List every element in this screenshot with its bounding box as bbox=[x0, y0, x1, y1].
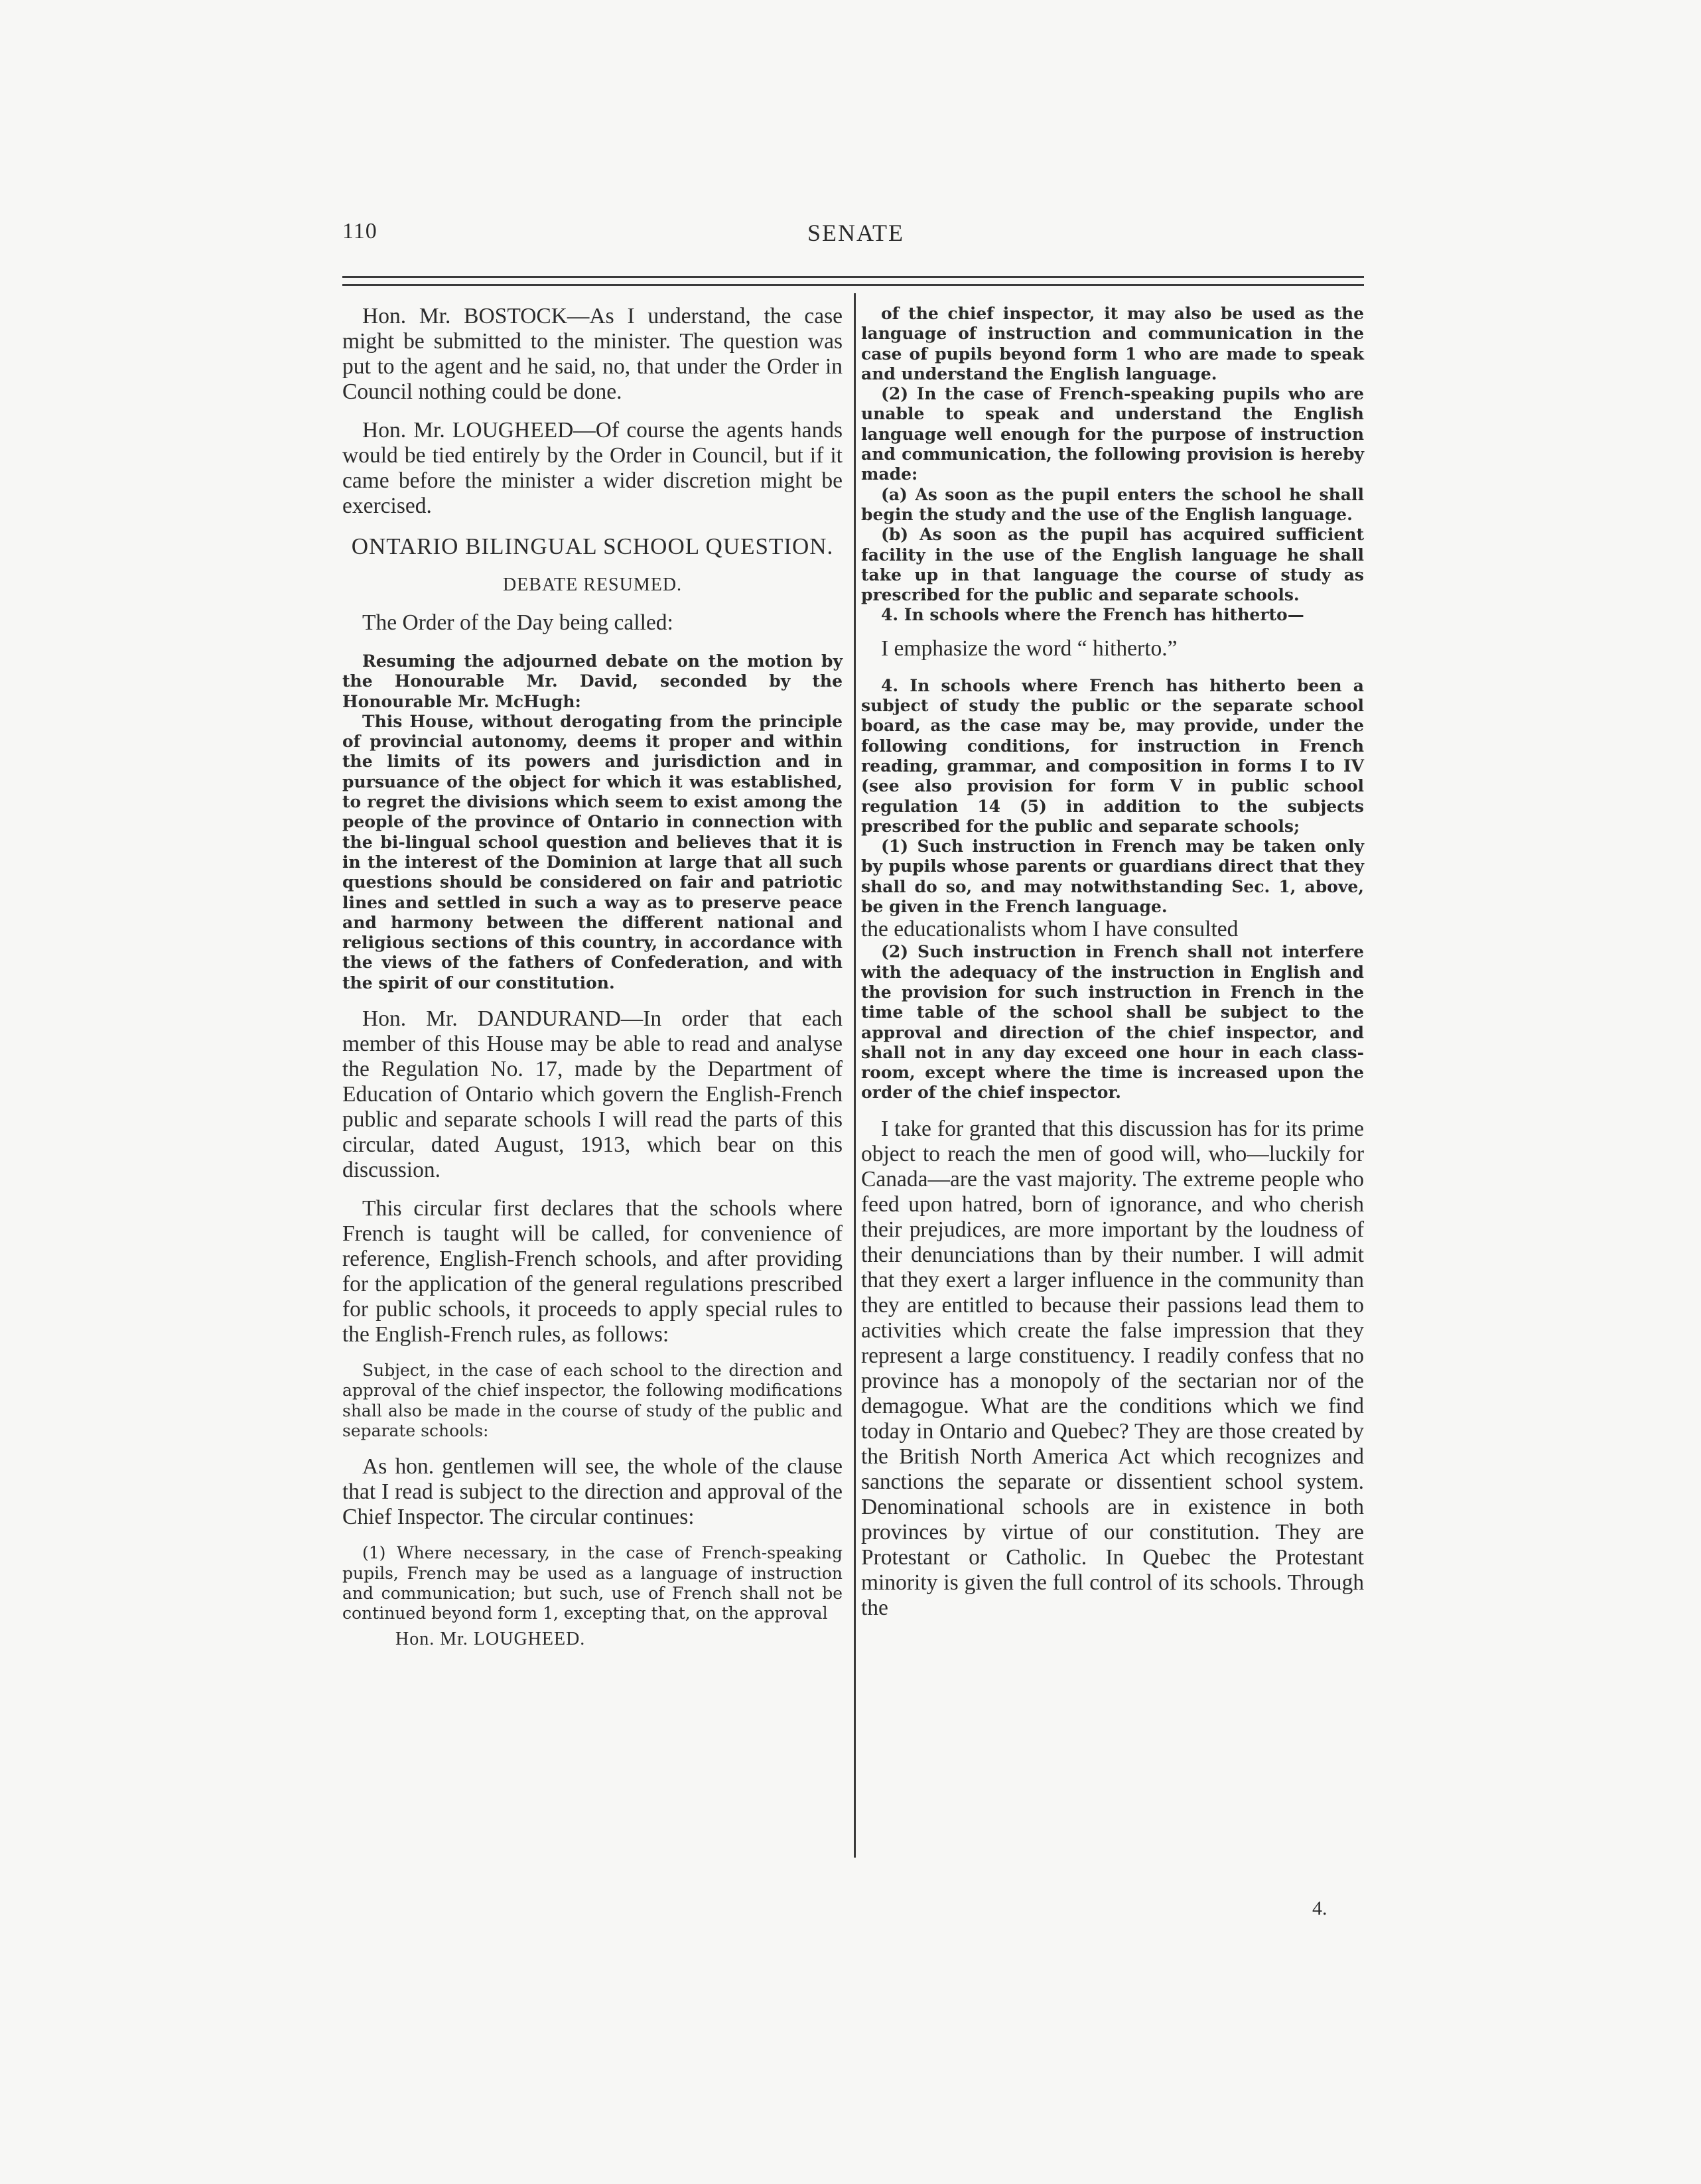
educationalists-line: the educationalists whom I have consulted bbox=[861, 917, 1239, 942]
column-divider bbox=[854, 293, 856, 1858]
order-of-day-line: The Order of the Day being called: bbox=[362, 610, 673, 635]
column-footer: Hon. Mr. LOUGHEED. bbox=[395, 1629, 586, 1650]
circular-quote-2b: (b) As soon as the pupil has acquired sufficient facility in the use of the English language he shall take up in that language the course of study as prescribed for the public and separate schools. bbox=[861, 525, 1364, 605]
lougheed-remark: Hon. Mr. LOUGHEED—Of course the agents hands would be tied entirely by the Order in Council, but if it came before the minister a wider discretion might be exercised. bbox=[342, 418, 843, 518]
running-head: SENATE bbox=[807, 220, 904, 246]
dandurand-speech: Hon. Mr. DANDURAND—In order that each member of this House may be able to read and analyse the Regulation No. 17, made by the Department of Education of Ontario which govern the English-French public and separate schools I will read the parts of this circular, dated August, 1913, which bear on this discussion. bbox=[342, 1006, 843, 1183]
motion-intro: Resuming the adjourned debate on the motion by the Honourable Mr. David, seconded by the Honourable Mr. McHugh: bbox=[342, 651, 843, 711]
dandurand-continuation: I take for granted that this discussion has for its prime object to reach the men of good will, who—luckily for Canada—are the vast majority. The extreme people who feed upon hatred, born of ignorance, and who cherish their prejudices, are more important by the loudness of their denunciations than by their number. I will admit that they exert a larger influence in the community than they are entitled to because their passions lead them to activities which create the false impression that they represent a large constituency. I readily confess that no province has a monopoly of the sectarian nor of the demagogue. What are the conditions which we find today in Ontario and Quebec? They are those created by the British North America Act which recognizes and sanctions the separate or dissentient school system. Denominational schools are in existence in both provinces by virtue of our constitution. They are Protestant or Catholic. In Quebec the Protestant minority is given the full control of its schools. Through the bbox=[861, 1116, 1364, 1620]
circular-quote-4-2: (2) Such instruction in French shall not interfere with the adequacy of the instruction in English and the provision for such instruction in French in the time table of the school shall be subject to the approval and direction of the chief inspector, and shall not in any day exceed one hour in each class-room, except where the time is increased upon the order of the chief inspector. bbox=[861, 942, 1364, 1103]
circular-quote-1: (1) Where necessary, in the case of French-speaking pupils, French may be used as a language of instruction and communication; but such, use of French shall not be continued beyond form 1, excepting that, on the approval bbox=[342, 1543, 843, 1623]
circular-quote-4: 4. In schools where French has hitherto been a subject of study the public or the separate school board, as the case may be, may provide, under the following conditions, for instruction in French reading, grammar, and composition in forms I to IV (see also provision for form V in public school regulation 14 (5) in addition to the subjects prescribed for the public and separate schools; bbox=[861, 675, 1364, 836]
section-heading: ONTARIO BILINGUAL SCHOOL QUESTION. bbox=[351, 533, 834, 559]
circular-summary: This circular first declares that the schools where French is taught will be called, for convenience of reference, English-French schools, and after providing for the application of the general regulations prescribed for public schools, it proceeds to apply special rules to the English-French rules, as follows: bbox=[342, 1196, 843, 1347]
page-number: 110 bbox=[342, 219, 377, 243]
stray-mark: 4. bbox=[1312, 1897, 1327, 1919]
header-rule-top bbox=[342, 276, 1364, 278]
circular-quote-subject: Subject, in the case of each school to the direction and approval of the chief inspector, the following modifications shall also be made in the course of study of the public and separate schools: bbox=[342, 1361, 843, 1440]
circular-quote-2a: (a) As soon as the pupil enters the school he shall begin the study and the use of the English language. bbox=[861, 484, 1364, 524]
motion-text: This House, without derogating from the principle of provincial autonomy, deems it proper and within the limits of its powers and jurisdiction and in pursuance of the object for which it was established, to regret the divisions which seem to exist among the people of the province of Ontario in connection with the bi-lingual school question and believes that it is in the interest of the Dominion at large that all such questions should be considered on fair and patriotic lines and settled in such a way as to preserve peace and harmony between the different national and religious sections of this country, in accordance with the views of the fathers of Confederation, and with the spirit of our constitution. bbox=[342, 711, 843, 992]
right-column bbox=[861, 304, 1364, 1634]
header-rule-bottom bbox=[342, 284, 1364, 286]
bostock-remark: Hon. Mr. BOSTOCK—As I understand, the case might be submitted to the minister. The question was put to the agent and he said, no, that under the Order in Council nothing could be done. bbox=[342, 304, 843, 404]
circular-quote-4-start: 4. In schools where the French has hitherto— bbox=[881, 605, 1304, 625]
section-subheading: DEBATE RESUMED. bbox=[502, 575, 683, 595]
circular-quote-2: (2) In the case of French-speaking pupils who are unable to speak and understand the English language well enough for the purpose of instruction and communication, the following provision is hereby made: bbox=[861, 384, 1364, 484]
circular-quote-1-cont: of the chief inspector, it may also be used as the language of instruction and communication in the case of pupils beyond form 1 who are made to speak and understand the English language. bbox=[861, 304, 1364, 383]
circular-quote-4-1: (1) Such instruction in French may be taken only by pupils whose parents or guardians direct that they shall do so, and may notwithstanding Sec. 1, above, be given in the French language. bbox=[861, 837, 1364, 917]
emphasis-remark: I emphasize the word “ hitherto.” bbox=[881, 636, 1178, 661]
left-column bbox=[342, 304, 843, 1650]
clause-comment: As hon. gentlemen will see, the whole of the clause that I read is subject to the direction and approval of the Chief Inspector. The circular continues: bbox=[342, 1454, 843, 1530]
